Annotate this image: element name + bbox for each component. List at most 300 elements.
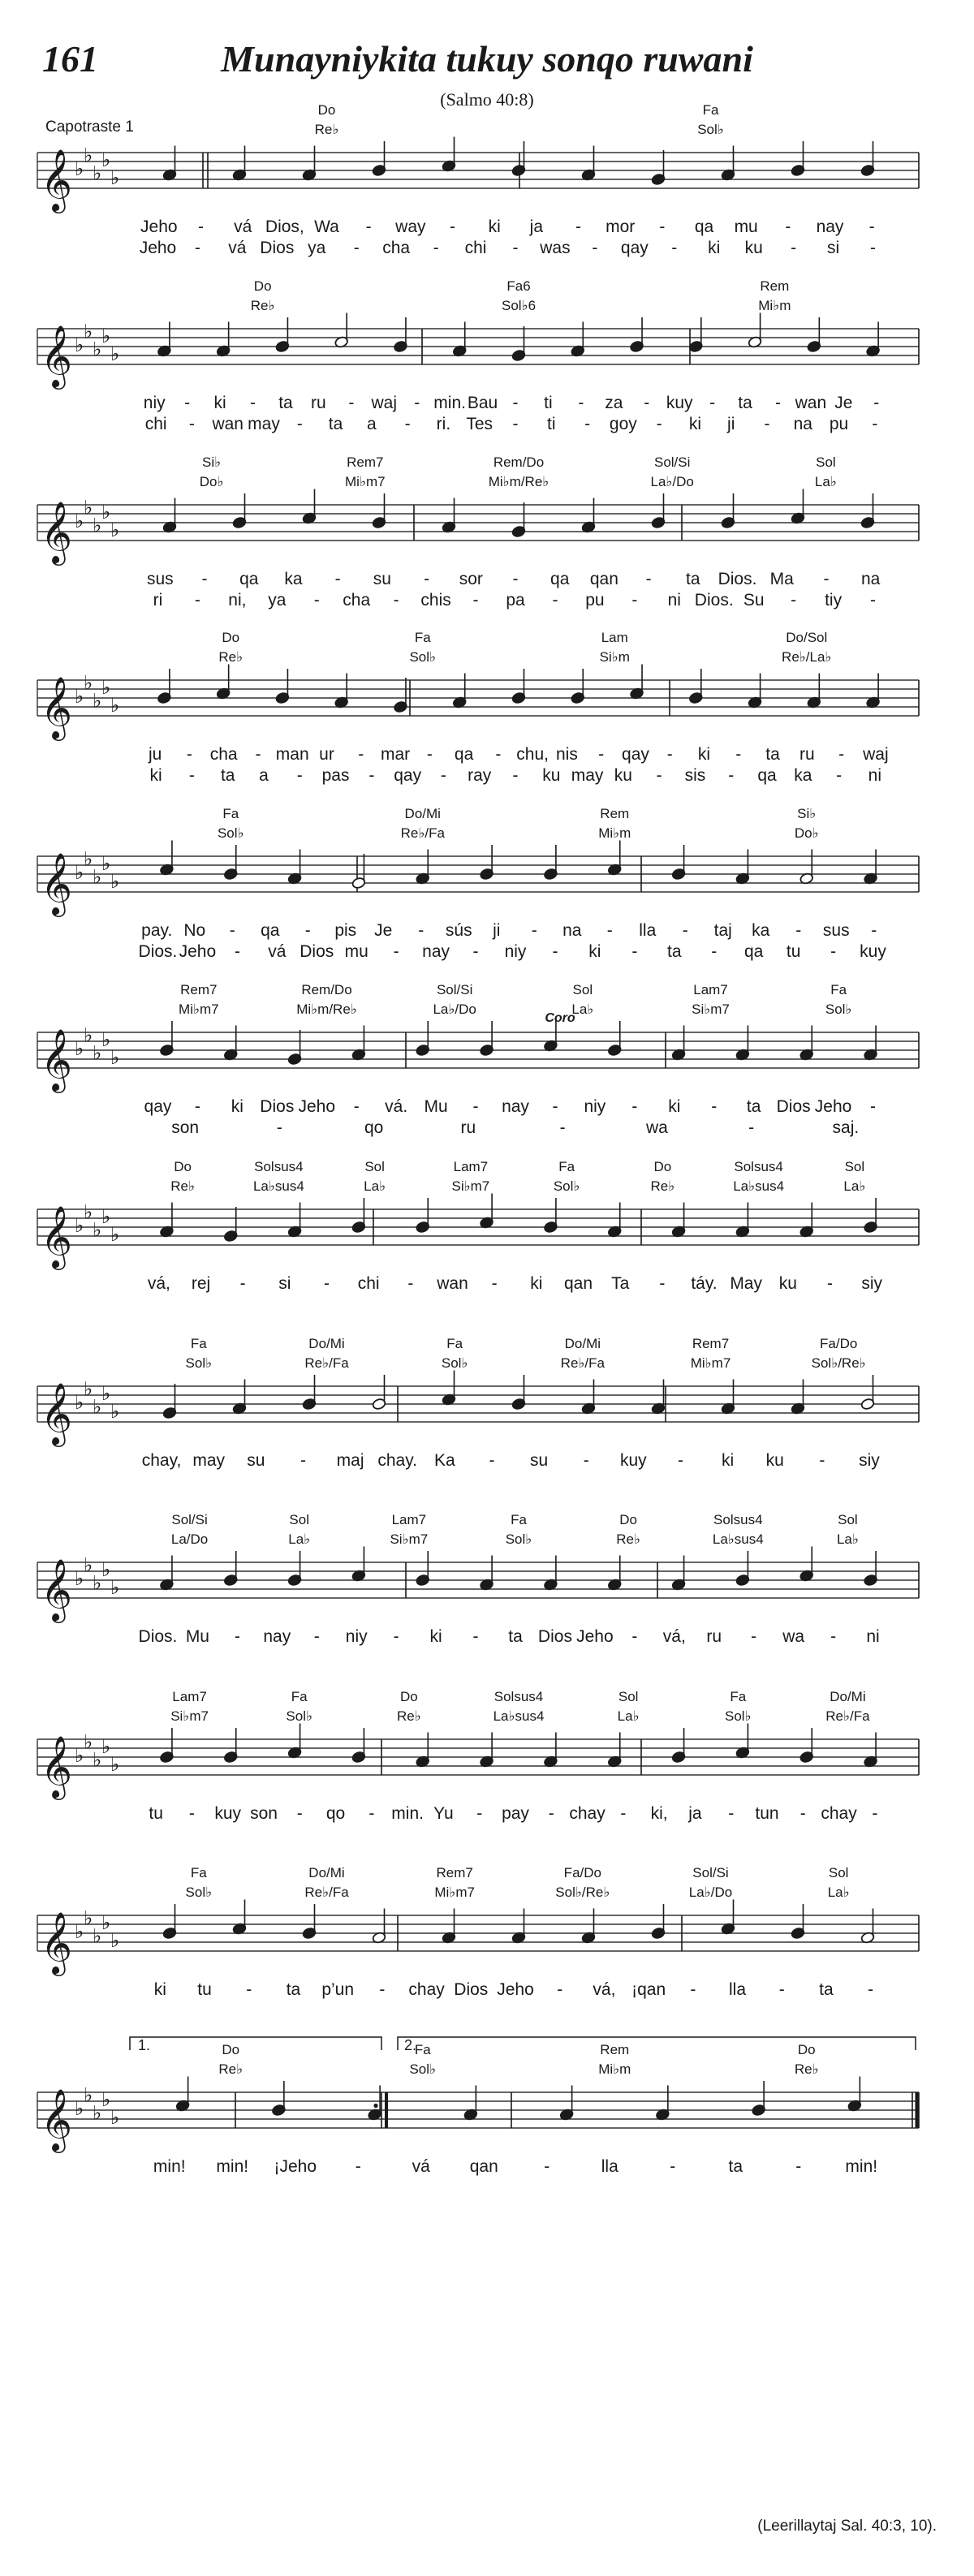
chord-name-capo: La♭	[827, 1885, 850, 1900]
lyric-hyphen: -	[188, 766, 195, 785]
lyric-syllable: chi	[357, 1274, 380, 1293]
chord-name: Lam7	[453, 1159, 489, 1174]
flat-icon: ♭	[93, 1041, 102, 1065]
lyric-hyphen: -	[186, 745, 192, 764]
lyric-syllable: qay	[144, 1097, 172, 1116]
flat-icon: ♭	[101, 1911, 111, 1934]
lyric-syllable: ni,	[228, 591, 247, 610]
lyric-syllable: ki	[668, 1097, 681, 1116]
lyric-hyphen: -	[353, 1097, 360, 1116]
lyric-syllable: na	[860, 570, 881, 588]
lyric-hyphen: -	[414, 394, 420, 412]
flat-icon: ♭	[84, 2083, 93, 2107]
flat-icon: ♭	[84, 320, 93, 343]
lyric-syllable: qa	[694, 218, 714, 236]
flat-icon: ♭	[101, 1028, 111, 1051]
lyric-hyphen: -	[188, 415, 195, 433]
flat-icon: ♭	[75, 1391, 84, 1414]
flat-icon: ♭	[84, 1200, 93, 1224]
lyric-syllable: min.	[391, 1804, 424, 1823]
chord-name-capo: Re♭	[650, 1178, 675, 1194]
lyric-syllable: si	[278, 1274, 291, 1293]
flat-icon: ♭	[75, 1567, 84, 1590]
lyric-syllable: sús	[445, 921, 472, 940]
lyric-syllable: rej	[191, 1274, 211, 1293]
lyric-hyphen: -	[552, 942, 558, 961]
lyric-syllable: ki	[488, 218, 501, 236]
lyric-hyphen: -	[296, 1804, 303, 1823]
lyric-syllable: ku	[614, 766, 632, 785]
chord-name-capo: Re♭/Fa	[304, 1355, 349, 1371]
lyric-syllable: ku	[765, 1451, 784, 1470]
flat-icon: ♭	[93, 689, 102, 713]
volta-label: 2.	[404, 2037, 417, 2053]
lyric-hyphen: -	[868, 218, 875, 236]
lyric-syllable: may	[571, 766, 604, 785]
lyric-syllable: ki	[588, 942, 601, 961]
lyric-hyphen: -	[871, 921, 877, 940]
chord-name-capo: Sol♭/Re♭	[811, 1355, 866, 1371]
lyric-hyphen: -	[194, 591, 200, 610]
lyric-hyphen: -	[584, 415, 591, 433]
chord-name-capo: Sol♭	[825, 1002, 852, 1017]
lyric-syllable: waj	[371, 394, 398, 412]
lyric-hyphen: -	[250, 394, 256, 412]
lyric-syllable: kuy	[666, 394, 693, 412]
lyric-hyphen: -	[300, 1451, 306, 1470]
lyric-syllable: cha	[209, 745, 238, 764]
lyric-syllable: nay	[816, 218, 844, 236]
lyric-syllable: tu	[197, 1980, 212, 1999]
lyric-hyphen: -	[188, 1804, 195, 1823]
lyric-syllable: wan	[437, 1274, 468, 1293]
lyric-syllable: qan	[469, 2157, 498, 2176]
lyric-syllable: goy	[609, 415, 637, 433]
song-number: 161	[42, 38, 98, 80]
lyric-syllable: ku	[542, 766, 561, 785]
chord-name-capo: La♭	[617, 1708, 640, 1724]
lyric-syllable: qay	[620, 239, 649, 257]
flat-icon: ♭	[75, 510, 84, 532]
flat-icon: ♭	[110, 1576, 120, 1599]
chord-name-capo: Sol♭	[185, 1885, 213, 1900]
lyric-syllable: pay	[502, 1804, 529, 1823]
lyric-syllable: Ma	[769, 570, 794, 588]
lyric-syllable: lla	[729, 1980, 747, 1999]
lyric-syllable: pay.	[141, 921, 173, 940]
lyric-hyphen: -	[872, 415, 878, 433]
lyric-syllable: Dios.	[138, 942, 178, 961]
chord-name-capo: La♭	[288, 1531, 311, 1547]
chord-name-capo: Si♭m7	[390, 1531, 429, 1547]
chord-name-capo: Sol♭	[286, 1708, 312, 1724]
lyric-syllable: ja	[688, 1804, 702, 1823]
flat-icon: ♭	[101, 501, 111, 523]
lyric-syllable: mar	[380, 745, 411, 764]
flat-icon: ♭	[75, 861, 84, 884]
lyric-syllable: min!	[153, 2157, 186, 2176]
chord-name: Rem	[600, 806, 630, 821]
lyric-syllable: ja	[529, 218, 544, 236]
flat-icon: ♭	[110, 1046, 120, 1069]
lyric-hyphen: -	[393, 942, 399, 961]
flat-icon: ♭	[93, 1924, 102, 1948]
lyric-syllable: ri.	[436, 415, 451, 433]
chord-name-capo: Re♭	[170, 1178, 195, 1194]
lyric-syllable: ki	[721, 1451, 735, 1470]
chord-name: Fa6	[506, 278, 531, 294]
lyric-syllable: si	[826, 239, 840, 257]
lyric-syllable: ta	[220, 766, 235, 785]
chord-name-capo: Sol♭	[441, 1355, 468, 1371]
lyric-syllable: Wa	[314, 218, 339, 236]
lyric-hyphen: -	[830, 942, 837, 961]
lyric-syllable: Jeho	[814, 1097, 852, 1116]
lyric-hyphen: -	[631, 1097, 638, 1116]
lyric-hyphen: -	[365, 218, 372, 236]
lyric-syllable: ¡qan	[631, 1980, 666, 1999]
chord-name: Solsus4	[734, 1159, 783, 1174]
lyric-syllable: ur	[319, 745, 334, 764]
lyric-hyphen: -	[313, 1627, 320, 1646]
treble-clef-icon: 𝄞	[41, 2088, 73, 2151]
lyric-hyphen: -	[472, 591, 479, 610]
lyric-syllable: Je	[374, 921, 393, 940]
lyric-hyphen: -	[677, 1451, 683, 1470]
lyric-syllable: tun	[755, 1804, 779, 1823]
flat-icon: ♭	[84, 1377, 93, 1401]
chord-name: Sol	[838, 1512, 858, 1527]
lyric-syllable: vá.	[385, 1097, 408, 1116]
lyric-syllable: wan	[212, 415, 244, 433]
lyric-hyphen: -	[631, 591, 638, 610]
lyric-syllable: ki,	[650, 1804, 668, 1823]
chord-name: Do	[399, 1689, 418, 1704]
chord-name-capo: La/Do	[170, 1531, 209, 1547]
flat-icon: ♭	[110, 1223, 120, 1246]
chord-name: Do	[174, 1159, 192, 1174]
chord-name-capo: Mi♭m/Re♭	[488, 474, 549, 489]
lyric-hyphen: -	[578, 394, 584, 412]
chord-name: Fa	[291, 1689, 308, 1704]
lyric-hyphen: -	[393, 591, 399, 610]
chord-name: Fa/Do	[820, 1336, 858, 1351]
lyric-syllable: ki	[688, 415, 702, 433]
lyric-hyphen: -	[670, 2157, 676, 2176]
chord-name-capo: Sol♭	[724, 1708, 752, 1724]
chord-name-capo: Re♭/La♭	[782, 649, 832, 665]
chord-name: Solsus4	[713, 1512, 763, 1527]
lyric-hyphen: -	[491, 1274, 498, 1293]
treble-clef-icon: 𝄞	[41, 1558, 73, 1621]
lyric-syllable: min.	[433, 394, 466, 412]
flat-icon: ♭	[84, 496, 93, 519]
flat-icon: ♭	[75, 2097, 84, 2120]
chord-name: Sol/Si	[171, 1512, 208, 1527]
lyric-hyphen: -	[631, 1627, 638, 1646]
lyric-hyphen: -	[296, 766, 303, 785]
lyric-syllable: niy	[143, 394, 166, 412]
lyric-syllable: qa	[454, 745, 474, 764]
lyric-hyphen: -	[620, 1804, 627, 1823]
lyric-syllable: wa	[645, 1118, 668, 1137]
lyric-hyphen: -	[255, 745, 261, 764]
lyric-hyphen: -	[512, 239, 519, 257]
chord-name: Rem7	[436, 1865, 473, 1880]
lyric-hyphen: -	[194, 239, 200, 257]
lyric-syllable: niy	[584, 1097, 606, 1116]
chord-name: Fa	[222, 806, 239, 821]
flat-icon: ♭	[93, 338, 102, 361]
lyric-hyphen: -	[557, 1980, 563, 1999]
lyric-syllable: Su	[743, 591, 765, 610]
lyric-hyphen: -	[656, 766, 662, 785]
chord-name: Solsus4	[493, 1689, 544, 1704]
lyric-syllable: may	[192, 1451, 226, 1470]
lyric-hyphen: -	[606, 921, 613, 940]
lyric-syllable: lla	[639, 921, 657, 940]
lyric-hyphen: -	[748, 1118, 755, 1137]
lyric-syllable: ta	[765, 745, 780, 764]
lyric-syllable: ta	[686, 570, 700, 588]
lyric-hyphen: -	[644, 394, 650, 412]
lyric-syllable: su	[529, 1451, 549, 1470]
lyric-syllable: vá	[412, 2157, 430, 2176]
lyric-syllable: May	[730, 1274, 762, 1293]
flat-icon: ♭	[84, 144, 93, 167]
lyric-hyphen: -	[418, 921, 425, 940]
lyric-syllable: qan	[563, 1274, 593, 1293]
lyric-syllable: Mu	[424, 1097, 448, 1116]
flat-icon: ♭	[75, 334, 84, 356]
flat-icon: ♭	[75, 1037, 84, 1060]
flat-icon: ♭	[101, 676, 111, 699]
chord-name: Sol	[828, 1865, 849, 1880]
lyric-hyphen: -	[512, 570, 519, 588]
lyric-hyphen: -	[334, 570, 341, 588]
lyric-hyphen: -	[778, 1980, 785, 1999]
lyric-syllable: sus	[822, 921, 850, 940]
lyric-hyphen: -	[379, 1980, 386, 1999]
lyric-hyphen: -	[795, 2157, 802, 2176]
chord-name-capo: La♭	[843, 1178, 866, 1194]
chord-name: Sol/Si	[692, 1865, 729, 1880]
flat-icon: ♭	[110, 1753, 120, 1776]
chord-name-capo: Sol♭	[217, 825, 244, 841]
lyric-hyphen: -	[827, 1274, 833, 1293]
lyric-hyphen: -	[631, 942, 638, 961]
chord-name: Fa	[190, 1865, 207, 1880]
capo-label: Capotraste 1	[45, 118, 134, 136]
lyric-syllable: min!	[216, 2157, 249, 2176]
lyric-syllable: chay	[821, 1804, 857, 1823]
lyric-hyphen: -	[355, 2157, 361, 2176]
chord-name: Do	[619, 1512, 638, 1527]
chord-name: Do/Sol	[786, 630, 828, 645]
lyric-hyphen: -	[819, 1451, 825, 1470]
lyric-hyphen: -	[559, 1118, 566, 1137]
lyric-syllable: ki	[697, 745, 711, 764]
chord-name-capo: Mi♭m	[598, 2061, 631, 2077]
lyric-syllable: ki	[149, 766, 162, 785]
lyric-hyphen: -	[682, 921, 688, 940]
chord-name: Fa	[730, 1689, 747, 1704]
lyric-syllable: ki	[231, 1097, 244, 1116]
flat-icon: ♭	[110, 342, 120, 365]
lyric-syllable: ki	[530, 1274, 543, 1293]
flat-icon: ♭	[110, 519, 120, 541]
chord-name-capo: La♭	[836, 1531, 859, 1547]
lyric-hyphen: -	[870, 1097, 877, 1116]
lyric-syllable: su	[247, 1451, 265, 1470]
chord-name-capo: La♭/Do	[688, 1885, 733, 1900]
lyric-syllable: Ta	[611, 1274, 630, 1293]
lyric-syllable: qa	[239, 570, 259, 588]
chord-name-capo: Re♭	[218, 649, 244, 665]
lyric-hyphen: -	[666, 745, 673, 764]
chord-name-capo: Re♭/Fa	[560, 1355, 605, 1371]
lyric-syllable: ¡Jeho	[274, 2157, 317, 2176]
chord-name: Fa	[414, 630, 431, 645]
lyric-hyphen: -	[791, 591, 797, 610]
chord-name: Rem7	[692, 1336, 730, 1351]
chord-name: Fa	[558, 1159, 575, 1174]
lyric-syllable: ju	[148, 745, 162, 764]
lyric-syllable: Jeho	[140, 218, 178, 236]
lyric-syllable: Dios.	[718, 570, 757, 588]
lyric-syllable: Dios	[776, 1097, 811, 1116]
lyric-syllable: ti	[544, 394, 553, 412]
lyric-hyphen: -	[873, 394, 880, 412]
lyric-hyphen: -	[426, 745, 433, 764]
lyric-hyphen: -	[795, 921, 802, 940]
lyric-syllable: ru	[311, 394, 326, 412]
lyric-syllable: wan	[795, 394, 827, 412]
chord-name: Lam7	[391, 1512, 427, 1527]
lyric-syllable: ki	[708, 239, 721, 257]
lyric-hyphen: -	[870, 591, 877, 610]
treble-clef-icon: 𝄞	[41, 1735, 73, 1798]
lyric-hyphen: -	[489, 1451, 495, 1470]
lyric-syllable: ta	[667, 942, 682, 961]
lyric-hyphen: -	[735, 745, 742, 764]
lyric-syllable: chi	[464, 239, 487, 257]
lyric-syllable: ru	[799, 745, 815, 764]
lyric-syllable: ni	[866, 1627, 880, 1646]
lyric-syllable: Mu	[185, 1627, 209, 1646]
lyric-syllable: qo	[325, 1804, 346, 1823]
lyric-hyphen: -	[531, 921, 537, 940]
lyric-syllable: min!	[845, 2157, 878, 2176]
lyric-syllable: qa	[743, 942, 764, 961]
coro-label: Coro	[545, 1011, 575, 1025]
lyric-syllable: Dios	[537, 1627, 572, 1646]
flat-icon: ♭	[75, 1214, 84, 1237]
lyric-syllable: na	[562, 921, 582, 940]
treble-clef-icon: 𝄞	[41, 1382, 73, 1445]
chord-name-capo: La♭	[571, 1002, 594, 1017]
volta-label: 1.	[138, 2037, 151, 2053]
chord-name-capo: Mi♭m7	[345, 474, 386, 489]
chord-name-capo: Sol♭6	[501, 298, 537, 313]
chord-name: Fa	[702, 102, 719, 118]
flat-icon: ♭	[75, 1920, 84, 1943]
lyric-syllable: ta	[819, 1980, 834, 1999]
chord-name-capo: Mi♭m7	[690, 1355, 731, 1371]
lyric-syllable: qa	[757, 766, 777, 785]
chord-name-capo: Mi♭m	[758, 298, 791, 313]
flat-icon: ♭	[75, 157, 84, 180]
lyric-hyphen: -	[868, 1980, 874, 1999]
treble-clef-icon: 𝄞	[41, 1028, 73, 1091]
treble-clef-icon: 𝄞	[41, 852, 73, 915]
lyric-syllable: niy	[504, 942, 527, 961]
lyric-syllable: Jeho	[497, 1980, 534, 1999]
lyric-syllable: ji	[493, 921, 501, 940]
lyric-syllable: qay	[622, 745, 649, 764]
flat-icon: ♭	[93, 1395, 102, 1419]
lyric-syllable: ru	[706, 1627, 722, 1646]
lyric-hyphen: -	[656, 415, 662, 433]
lyric-syllable: ta	[278, 394, 293, 412]
lyric-syllable: siy	[859, 1451, 880, 1470]
lyric-syllable: Jeho	[576, 1627, 614, 1646]
lyric-hyphen: -	[358, 745, 364, 764]
lyric-hyphen: -	[671, 239, 678, 257]
lyric-syllable: qo	[364, 1118, 384, 1137]
lyric-syllable: was	[540, 239, 571, 257]
flat-icon: ♭	[101, 1205, 111, 1228]
chord-name-capo: Sol♭	[553, 1178, 580, 1194]
chord-name: Do/Mi	[308, 1865, 345, 1880]
lyric-syllable: nay	[502, 1097, 529, 1116]
lyric-hyphen: -	[424, 570, 430, 588]
lyric-syllable: táy.	[691, 1274, 718, 1293]
footer-reference: (Leerillaytaj Sal. 40:3, 10).	[757, 2518, 937, 2535]
lyric-syllable: ta	[738, 394, 752, 412]
flat-icon: ♭	[110, 1400, 120, 1423]
chord-name: Do	[222, 2042, 240, 2057]
lyric-syllable: ray	[468, 766, 492, 785]
flat-icon: ♭	[101, 852, 111, 875]
lyric-syllable: sis	[684, 766, 706, 785]
lyric-syllable: tu	[786, 942, 801, 961]
treble-clef-icon: 𝄞	[41, 149, 73, 211]
lyric-hyphen: -	[184, 394, 191, 412]
chord-name-capo: La♭sus4	[712, 1531, 764, 1547]
chord-name-capo: Si♭m	[599, 649, 630, 665]
lyric-syllable: ki	[429, 1627, 442, 1646]
lyric-hyphen: -	[598, 745, 605, 764]
chord-name: Fa	[190, 1336, 207, 1351]
chord-name-capo: Re♭	[396, 1708, 421, 1724]
chord-name-capo: Si♭m7	[692, 1002, 730, 1017]
chord-name: Fa	[446, 1336, 463, 1351]
lyric-syllable: qa	[550, 570, 570, 588]
lyric-syllable: son	[250, 1804, 278, 1823]
chord-name-capo: Si♭m7	[451, 1178, 490, 1194]
flat-icon: ♭	[110, 694, 120, 717]
chord-name-capo: Mi♭m7	[434, 1885, 475, 1900]
lyric-syllable: ka	[794, 766, 812, 785]
chord-name-capo: Sol♭	[409, 2061, 437, 2077]
flat-icon: ♭	[84, 847, 93, 871]
chord-name-capo: Do♭	[794, 825, 819, 841]
lyric-syllable: vá,	[662, 1627, 686, 1646]
lyric-hyphen: -	[229, 921, 235, 940]
lyric-syllable: Tes	[466, 415, 493, 433]
chord-name-capo: Si♭m7	[170, 1708, 209, 1724]
